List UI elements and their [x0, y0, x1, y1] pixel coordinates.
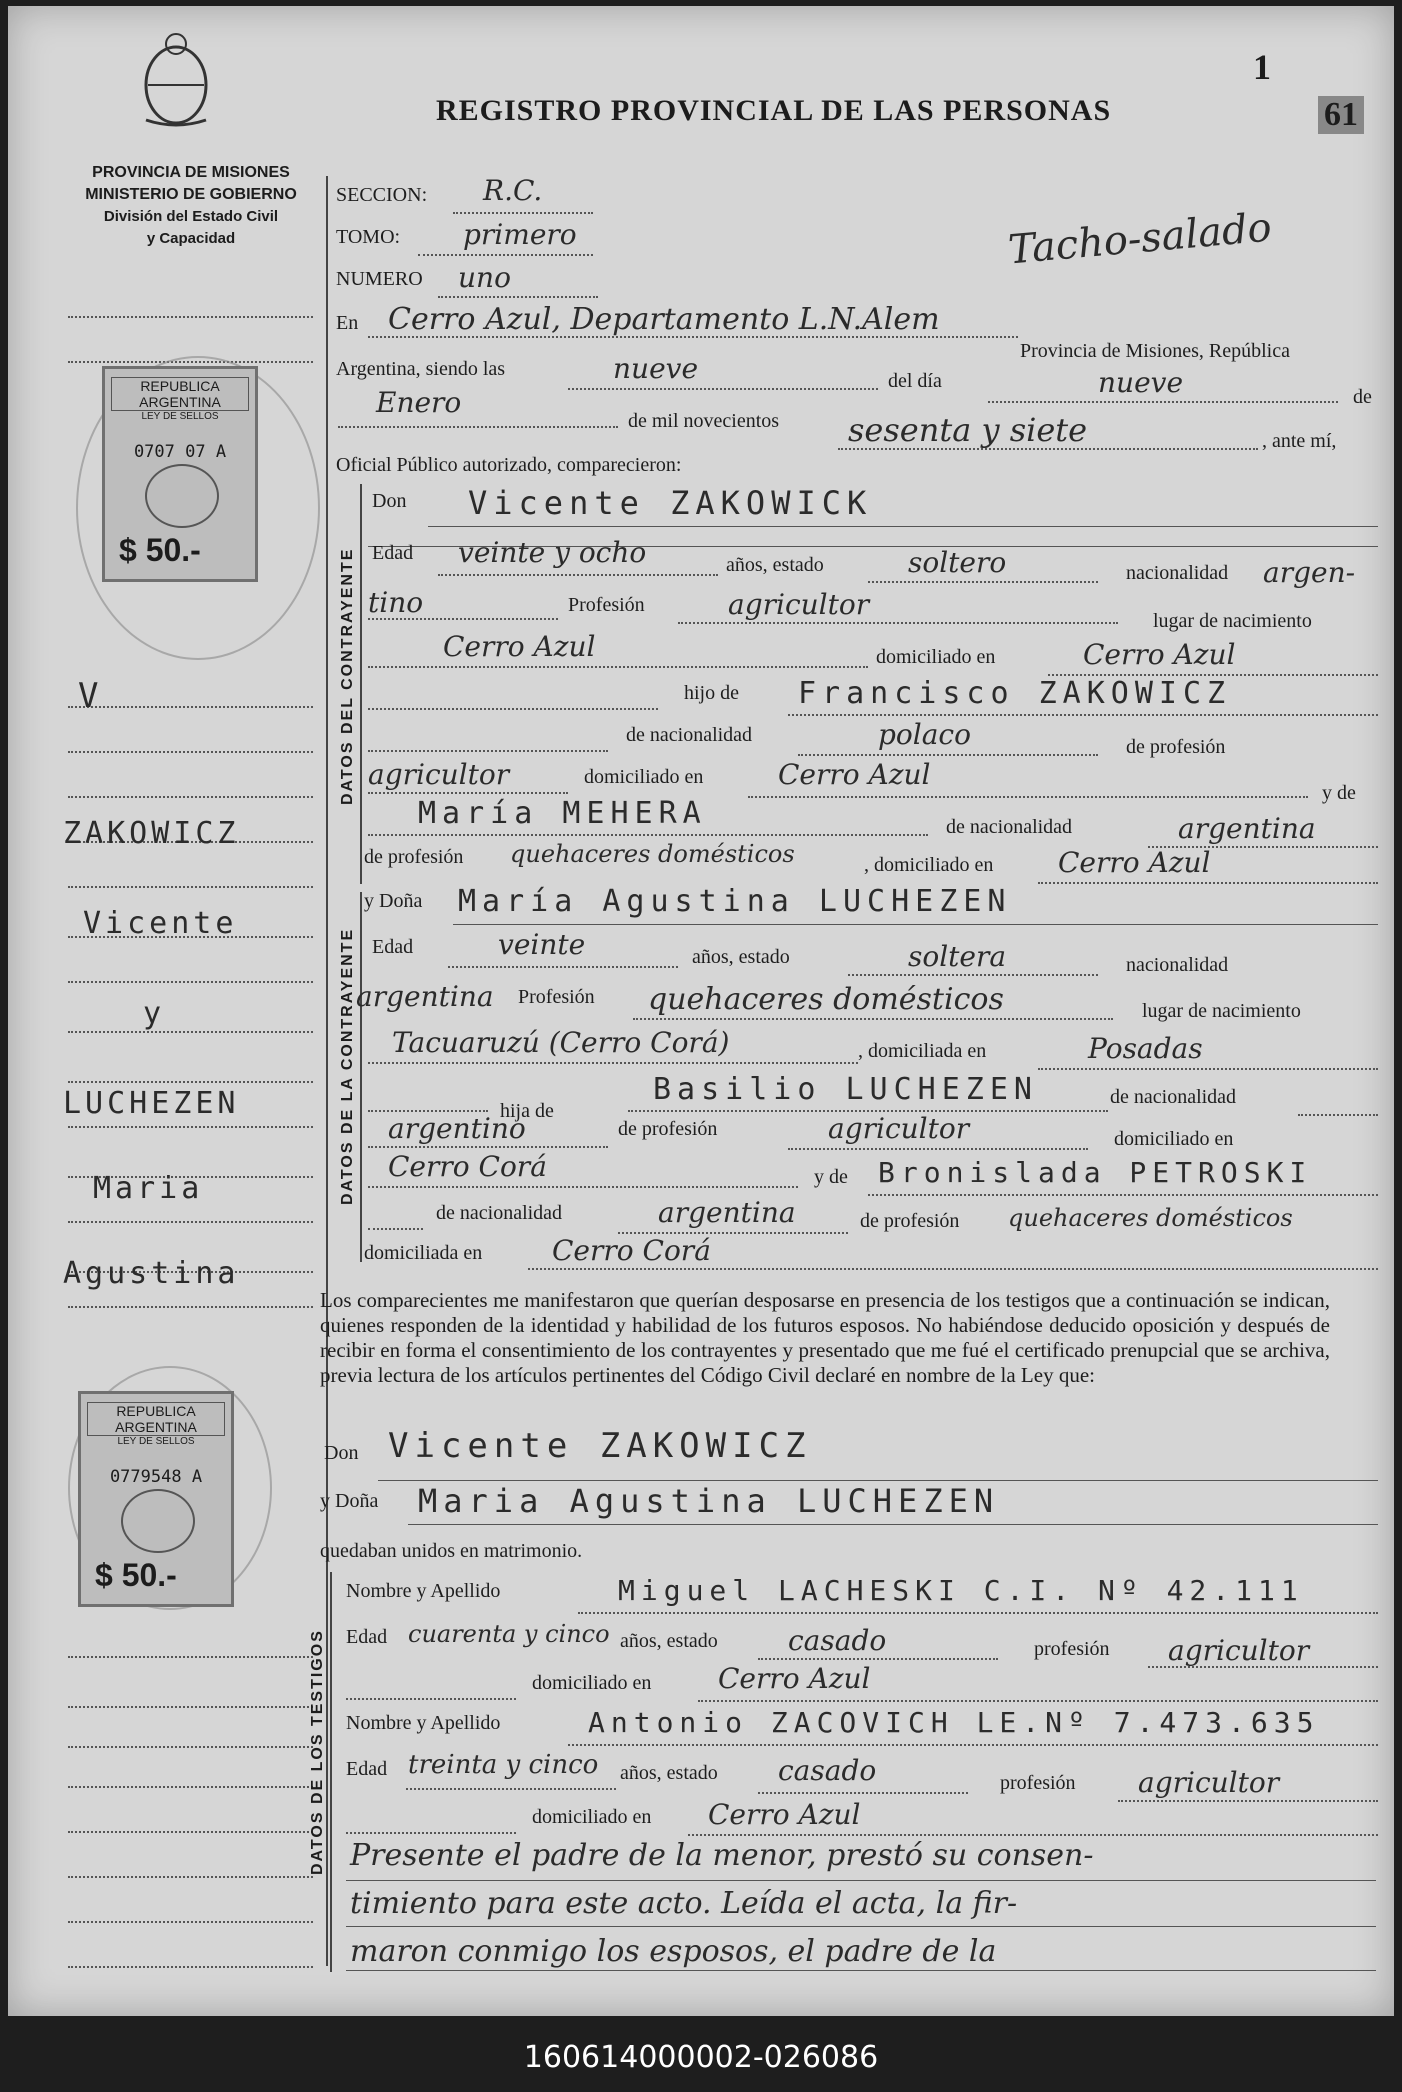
org-line-2: MINISTERIO DE GOBIERNO: [85, 186, 297, 203]
contrayente-lugar-nac: Cerro Azul: [443, 630, 596, 663]
stamp-2-header: REPUBLICA ARGENTINA: [87, 1402, 225, 1436]
statement-closing: quedaban unidos en matrimonio.: [320, 1540, 583, 1562]
stamp-emblem-icon: [145, 464, 219, 528]
marriage-statement: Los comparecientes me manifestaron que querían desposarse en presencia de los testigos que a continuación se indican, quienes responden de la identidad y habilidad de los futuros esposos. No habiéndose deducido oposición y después de recibir en forma el consentimiento de los contrayentes y presentado que me fué el certificado prenupcial que se archiva, previa lectura de los artículos pertinentes del Código Civil declaré en nombre de la Ley que:: [320, 1288, 1330, 1387]
margin-y: y: [143, 996, 166, 1031]
contrayente-padre-prof: agricultor: [368, 758, 510, 791]
margin-surname-1: ZAKOWICZ: [63, 816, 240, 851]
dia-value: nueve: [1098, 366, 1184, 399]
testigo-1-edad-label: Edad: [346, 1626, 388, 1648]
testigo-2-estado: casado: [778, 1754, 877, 1787]
testigo-2-edad-label: Edad: [346, 1758, 388, 1780]
org-line-1: PROVINCIA DE MISIONES: [92, 164, 290, 181]
testigos-side-label: DATOS DE LOS TESTIGOS: [309, 1629, 326, 1875]
stamp-2-sub: LEY DE SELLOS: [117, 1436, 195, 1447]
contrayenta-rule: [360, 892, 362, 1262]
contrayenta-de-prof-label: de profesión: [618, 1118, 718, 1140]
contrayenta-estado: soltera: [908, 940, 1007, 973]
stamp-1-sub: LEY DE SELLOS: [141, 411, 219, 422]
contrayenta-domiciliado-label: domiciliado en: [1114, 1128, 1234, 1150]
testigo-1-estado: casado: [788, 1624, 887, 1657]
contrayente-lugar-nac-label: lugar de nacimiento: [1153, 610, 1312, 632]
revenue-stamp-2: [78, 1391, 234, 1607]
contrayenta-nac-label: nacionalidad: [1126, 954, 1229, 976]
statement-dona-label: y Doña: [320, 1490, 379, 1512]
contrayente-madre: María MEHERA: [418, 796, 707, 831]
header-signature: Tacho-salado: [1006, 204, 1274, 274]
contrayenta-nombre: María Agustina LUCHEZEN: [458, 884, 1012, 919]
del-dia-label: del día: [888, 370, 942, 392]
contrayenta-padre-prof: agricultor: [828, 1112, 970, 1145]
hora-value: nueve: [613, 352, 699, 385]
contrayenta-padre-dom: Cerro Corá: [388, 1150, 547, 1183]
contrayenta-domicilio: Posadas: [1088, 1032, 1203, 1065]
statement-don: Vicente ZAKOWICZ: [388, 1426, 812, 1466]
contrayente-nombre: Vicente ZAKOWICK: [468, 484, 873, 522]
ante-label: , ante mí,: [1262, 430, 1337, 452]
margin-name-2b: Agustina: [63, 1256, 240, 1291]
testigo-1-edad: cuarenta y cinco: [408, 1620, 610, 1648]
anio-value: sesenta y siete: [848, 411, 1088, 449]
margin-v: V: [78, 676, 103, 716]
contrayente-hijo-label: hijo de: [684, 682, 739, 704]
stamp-1-number: 0707 07 A: [133, 442, 227, 462]
contrayenta-madre-nac: argentina: [658, 1196, 796, 1229]
oficial-label: Oficial Público autorizado, comparecieron:: [336, 454, 682, 476]
testigo-1-nombre-label: Nombre y Apellido: [346, 1580, 501, 1602]
stamp-2-value: $ 50.-: [95, 1557, 177, 1593]
page-number: 1: [1253, 47, 1271, 87]
contrayente-edad-label: Edad: [372, 542, 414, 564]
mes-value: Enero: [376, 386, 462, 419]
testigo-1-dom: Cerro Azul: [718, 1662, 871, 1695]
contrayente-padre: Francisco ZAKOWICZ: [798, 676, 1232, 711]
contrayente-madre-nac-label: de nacionalidad: [946, 816, 1073, 838]
contrayenta-madre-dom-label: domiciliada en: [364, 1242, 483, 1264]
contrayenta-side-label: DATOS DE LA CONTRAYENTE: [339, 927, 356, 1205]
testigo-1-prof: agricultor: [1168, 1634, 1310, 1667]
contrayente-madre-prof: quehaceres domésticos: [510, 840, 795, 868]
contrayente-edad: veinte y ocho: [458, 536, 647, 569]
contrayenta-padre-nac: argentino: [388, 1112, 526, 1145]
contrayenta-anios-label: años, estado: [692, 946, 790, 968]
org-block: [56, 162, 326, 250]
lugar-value: Cerro Azul, Departamento L.N.Alem: [388, 302, 940, 337]
testigo-2-prof: agricultor: [1138, 1766, 1280, 1799]
contrayente-rule: [360, 484, 362, 884]
de-label: de: [1353, 386, 1372, 408]
testigo-1-anios-label: años, estado: [620, 1630, 718, 1652]
contrayente-madre-nac: argentina: [1178, 812, 1316, 845]
contrayenta-profesion: quehaceres domésticos: [648, 982, 1004, 1017]
provincia-label: Provincia de Misiones, República: [1020, 340, 1290, 362]
document-id-footer: 160614000002-026086: [523, 2040, 879, 2075]
statement-don-label: Don: [324, 1442, 359, 1464]
seccion-value: R.C.: [483, 174, 543, 207]
contrayenta-padre: Basilio LUCHEZEN: [653, 1072, 1038, 1107]
testigo-1-dom-label: domiciliado en: [532, 1672, 652, 1694]
testigo-2-dom: Cerro Azul: [708, 1798, 861, 1831]
contrayente-padre-nac: polaco: [878, 718, 971, 751]
contrayenta-madre: Bronislada PETROSKI: [878, 1156, 1313, 1189]
numero-value: uno: [458, 261, 511, 294]
contrayente-nac-1: argen-: [1263, 556, 1356, 589]
argentina-label: Argentina, siendo las: [336, 358, 506, 380]
contrayente-prof-label: Profesión: [568, 594, 645, 616]
stamp-1-value: $ 50.-: [119, 532, 201, 568]
testigo-2-nombre: Antonio ZACOVICH LE.Nº 7.473.635: [588, 1706, 1320, 1739]
tomo-label: TOMO:: [336, 226, 401, 248]
stamp-1-header: REPUBLICA ARGENTINA: [111, 377, 249, 411]
testigo-2-prof-label: profesión: [1000, 1772, 1076, 1794]
contrayente-domicilio: Cerro Azul: [1083, 638, 1236, 671]
dona-label: y Doña: [364, 890, 423, 912]
org-line-3: División del Estado Civil: [103, 208, 279, 225]
contrayenta-madre-prof: quehaceres domésticos: [1008, 1204, 1293, 1232]
note-line-3: maron conmigo los esposos, el padre de la: [350, 1934, 997, 1969]
don-label: Don: [372, 490, 407, 512]
en-label: En: [336, 312, 359, 334]
contrayenta-lugar-nac-label: lugar de nacimiento: [1142, 1000, 1301, 1022]
contrayente-nac-label: nacionalidad: [1126, 562, 1229, 584]
mil-label: de mil novecientos: [628, 410, 780, 432]
coat-of-arms-icon: [136, 30, 216, 130]
testigo-2-anios-label: años, estado: [620, 1762, 718, 1784]
contrayente-side-label: DATOS DEL CONTRAYENTE: [339, 547, 356, 805]
document-page: [8, 6, 1394, 2016]
contrayenta-y-de-label: y de: [814, 1166, 848, 1188]
note-line-2: timiento para este acto. Leída el acta, la fir-: [350, 1886, 1018, 1921]
contrayente-profesion: agricultor: [728, 588, 870, 621]
testigo-1-nombre: Miguel LACHESKI C.I. Nº 42.111: [618, 1574, 1304, 1607]
contrayente-domiciliado-label: domiciliado en: [584, 766, 704, 788]
contrayente-y-de-label: y de: [1322, 782, 1356, 804]
contrayenta-de-nac-label: de nacionalidad: [1110, 1086, 1237, 1108]
contrayenta-prof-label: Profesión: [518, 986, 595, 1008]
document-title: REGISTRO PROVINCIAL DE LAS PERSONAS: [436, 94, 1112, 127]
seccion-label: SECCION:: [336, 184, 428, 206]
contrayenta-edad-label: Edad: [372, 936, 414, 958]
org-line-4: y Capacidad: [146, 230, 236, 247]
contrayenta-domic-label: , domiciliada en: [858, 1040, 987, 1062]
contrayenta-madre-nac-label: de nacionalidad: [436, 1202, 563, 1224]
contrayenta-edad: veinte: [498, 928, 586, 961]
testigo-2-edad: treinta y cinco: [408, 1750, 599, 1780]
contrayenta-nacionalidad: argentina: [356, 980, 494, 1013]
testigo-2-dom-label: domiciliado en: [532, 1806, 652, 1828]
statement-dona: Maria Agustina LUCHEZEN: [418, 1482, 1000, 1520]
contrayenta-madre-prof-label: de profesión: [860, 1210, 960, 1232]
contrayente-de-nac-label: de nacionalidad: [626, 724, 753, 746]
stamp-2-number: 0779548 A: [109, 1467, 203, 1487]
contrayenta-madre-dom: Cerro Corá: [552, 1234, 711, 1267]
testigo-2-nombre-label: Nombre y Apellido: [346, 1712, 501, 1734]
contrayente-de-prof-label: de profesión: [1126, 736, 1226, 758]
contrayente-domic-label: domiciliado en: [876, 646, 996, 668]
margin-surname-2: LUCHEZEN: [63, 1086, 240, 1121]
margin-name-2a: Maria: [93, 1171, 204, 1206]
contrayente-nac-2: tino: [368, 586, 424, 619]
page-badge: 61: [1318, 96, 1364, 134]
contrayente-madre-dom-label: , domiciliado en: [864, 854, 994, 876]
contrayente-anios-label: años, estado: [726, 554, 824, 576]
contrayenta-hija-label: hija de: [500, 1100, 554, 1122]
contrayenta-lugar-nac: Tacuaruzú (Cerro Corá): [392, 1026, 730, 1059]
margin-name-1: Vicente: [83, 906, 238, 941]
stamp-emblem-icon: [121, 1489, 195, 1553]
contrayente-madre-dom: Cerro Azul: [1058, 846, 1211, 879]
numero-label: NUMERO: [336, 268, 423, 290]
note-line-1: Presente el padre de la menor, prestó su consen-: [350, 1838, 1094, 1873]
contrayente-madre-prof-label: de profesión: [364, 846, 464, 868]
testigo-1-prof-label: profesión: [1034, 1638, 1110, 1660]
testigos-rule: [330, 1572, 332, 1972]
contrayente-padre-dom: Cerro Azul: [778, 758, 931, 791]
tomo-value: primero: [463, 218, 577, 251]
revenue-stamp-1: [102, 366, 258, 582]
contrayente-estado: soltero: [908, 546, 1007, 579]
